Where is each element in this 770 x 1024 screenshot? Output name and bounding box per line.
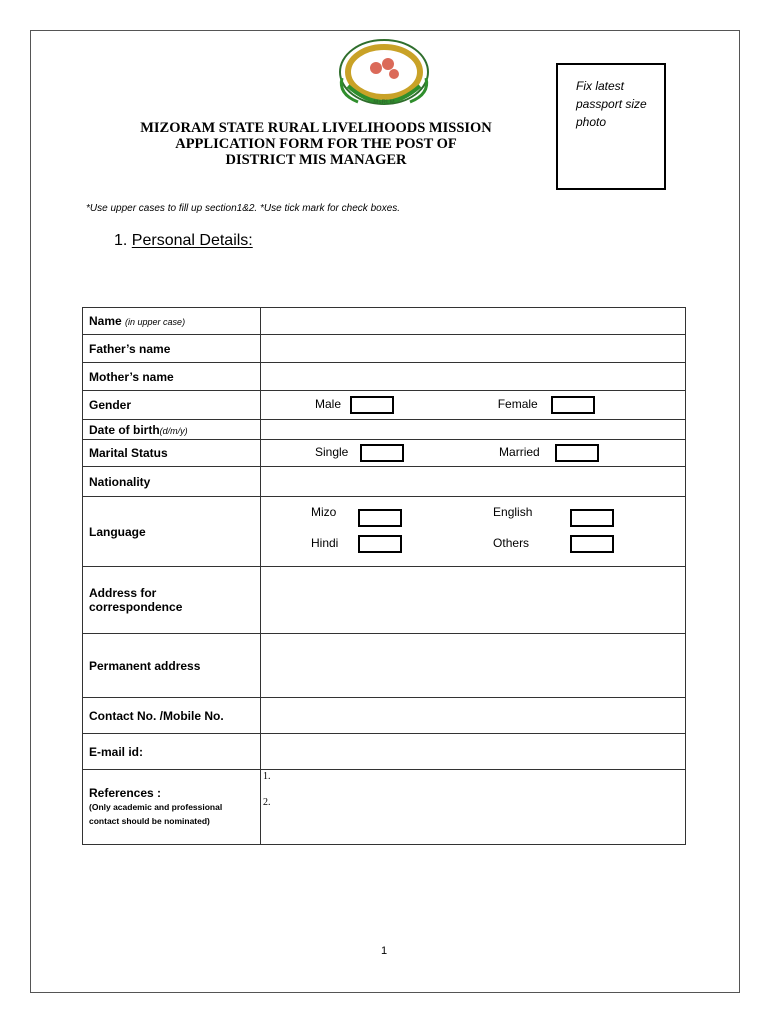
photo-text-2: passport size — [576, 97, 647, 111]
others-checkbox[interactable] — [570, 535, 614, 553]
lang-mizo-label: Mizo — [311, 504, 337, 519]
father-label: Father’s name — [83, 335, 261, 363]
instruction-note: *Use upper cases to fill up section1&2. *Use tick mark for check boxes. — [86, 203, 401, 214]
address-label — [83, 567, 261, 634]
name-field[interactable] — [261, 308, 686, 335]
photo-text-1: Fix latest — [576, 79, 625, 93]
section-number: 1. — [114, 232, 128, 249]
lang-hindi-label: Hindi — [311, 535, 339, 550]
permanent-address-field[interactable] — [261, 634, 686, 698]
nationality-field[interactable] — [261, 467, 686, 497]
photo-text-3: photo — [576, 115, 607, 129]
table-row — [83, 497, 686, 567]
table-row — [83, 308, 686, 335]
title-line-1: MIZORAM STATE RURAL LIVELIHOODS MISSION — [140, 120, 492, 136]
page-number: 1 — [381, 945, 388, 957]
msrlm-logo — [328, 38, 440, 114]
title-line-2: APPLICATION FORM FOR THE POST OF — [175, 136, 457, 152]
table-row — [83, 634, 686, 698]
table-row — [83, 567, 686, 634]
svg-text:MsRLM: MsRLM — [373, 100, 395, 106]
personal-details-table — [82, 307, 686, 845]
language-field — [261, 497, 686, 567]
mother-label: Mother’s name — [83, 363, 261, 391]
mother-field[interactable] — [261, 363, 686, 391]
email-field[interactable] — [261, 734, 686, 770]
father-field[interactable] — [261, 335, 686, 363]
dob-field[interactable] — [261, 420, 686, 440]
address-label-line-1: Address for — [89, 586, 157, 600]
marital-label: Marital Status — [83, 440, 261, 467]
references-field[interactable] — [261, 770, 686, 845]
form-title — [100, 120, 532, 168]
references-hint-2: contact should be nominated) — [89, 816, 210, 826]
male-checkbox[interactable] — [350, 396, 394, 414]
table-row — [83, 734, 686, 770]
single-checkbox[interactable] — [360, 444, 404, 462]
name-label: Name (in upper case) — [83, 308, 261, 335]
email-label: E-mail id: — [83, 734, 261, 770]
permanent-address-label: Permanent address — [83, 634, 261, 698]
contact-field[interactable] — [261, 698, 686, 734]
hindi-checkbox[interactable] — [358, 535, 402, 553]
references-label — [83, 770, 261, 845]
section-title: Personal Details: — [131, 232, 253, 249]
reference-1: 1. — [263, 771, 271, 782]
marital-single-label: Single — [315, 445, 349, 460]
married-checkbox[interactable] — [555, 444, 599, 462]
contact-label: Contact No. /Mobile No. — [83, 698, 261, 734]
name-hint: (in upper case) — [125, 317, 186, 327]
photo-box[interactable] — [556, 63, 666, 190]
marital-field — [261, 440, 686, 467]
table-row — [83, 698, 686, 734]
dob-hint: (d/m/y) — [159, 425, 188, 436]
reference-2: 2. — [263, 797, 271, 808]
mizo-checkbox[interactable] — [358, 509, 402, 527]
gender-male-label: Male — [315, 397, 342, 412]
female-checkbox[interactable] — [551, 396, 595, 414]
section-heading — [114, 232, 253, 250]
address-field[interactable] — [261, 567, 686, 634]
marital-married-label: Married — [499, 445, 540, 460]
table-row — [83, 440, 686, 467]
lang-others-label: Others — [493, 535, 530, 550]
title-line-3: DISTRICT MIS MANAGER — [225, 152, 407, 168]
references-hint-1: (Only academic and professional — [89, 802, 223, 812]
references-title: References : — [89, 786, 162, 800]
table-row — [83, 420, 686, 440]
table-row — [83, 391, 686, 420]
gender-field — [261, 391, 686, 420]
lang-english-label: English — [493, 504, 533, 519]
gender-female-label: Female — [497, 397, 538, 412]
english-checkbox[interactable] — [570, 509, 614, 527]
table-row — [83, 363, 686, 391]
table-row — [83, 770, 686, 845]
gender-label: Gender — [83, 391, 261, 420]
dob-label: Date of birth(d/m/y) — [83, 420, 261, 440]
nationality-label: Nationality — [83, 467, 261, 497]
table-row — [83, 467, 686, 497]
table-row — [83, 335, 686, 363]
address-label-line-2: correspondence — [89, 600, 183, 614]
language-label: Language — [83, 497, 261, 567]
